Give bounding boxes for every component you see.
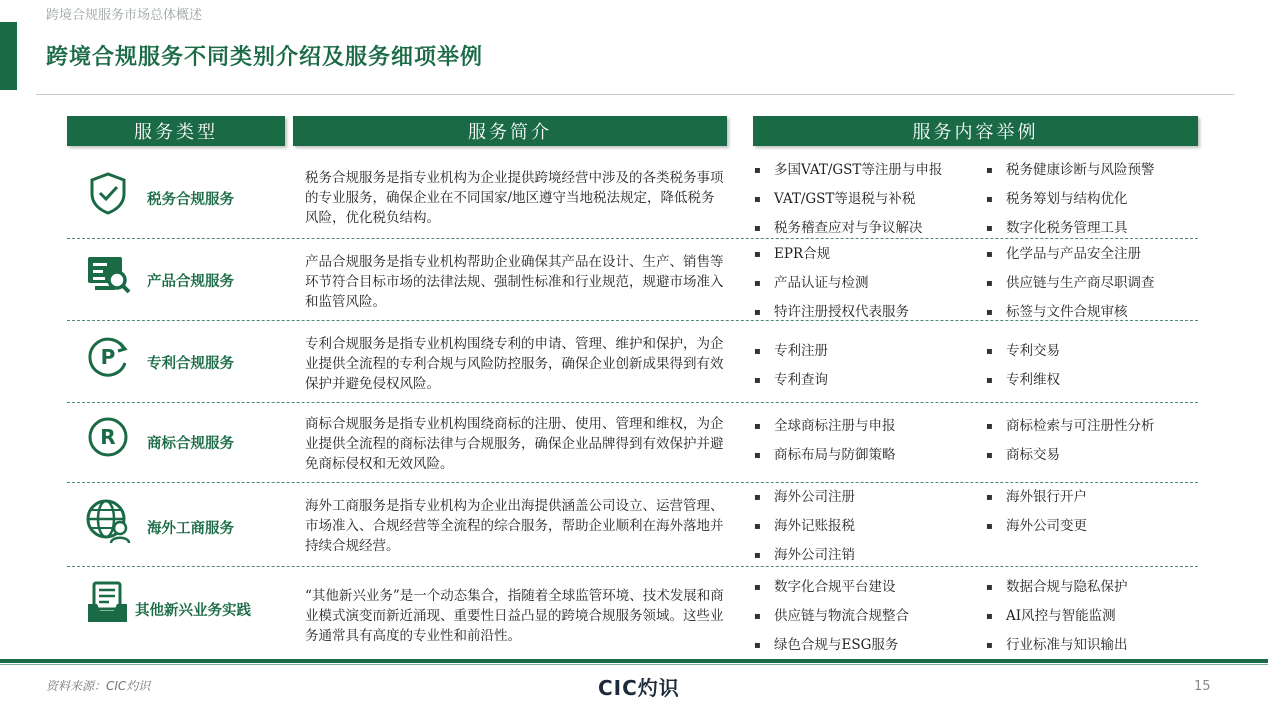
list-item: ▪ 全球商标注册与申报 — [754, 412, 896, 441]
list-item: ▪ 化学品与产品安全注册 — [986, 240, 1155, 269]
page-number: 15 — [1194, 679, 1211, 694]
service-description: 海外工商服务是指专业机构为企业出海提供涵盖公司设立、运营管理、市场准入、合规经营等全流程的综合服务，帮助企业顺利在海外落地并持续合规经营。 — [305, 498, 724, 554]
footer-divider — [0, 659, 1268, 663]
list-item: ▪ 海外记账报税 — [754, 512, 855, 541]
service-items-left — [754, 337, 828, 395]
list-item: ▪ VAT/GST等退税与补税 — [754, 185, 942, 214]
service-name: 产品合规服务 — [147, 273, 234, 290]
service-description: 产品合规服务是指专业机构帮助企业确保其产品在设计、生产、销售等环节符合目标市场的法律法规、强制性标准和行业规范，规避市场准入和监管风险。 — [305, 254, 724, 310]
list-item: ▪ 商标布局与防御策略 — [754, 441, 896, 470]
source-note: 资料来源：CIC灼识 — [46, 679, 151, 693]
list-item: ▪ 税务稽查应对与争议解决 — [754, 214, 942, 243]
svg-text:P: P — [100, 345, 116, 369]
list-item: ▪ 商标检索与可注册性分析 — [986, 412, 1155, 441]
header-service-intro: 服务简介 — [293, 116, 727, 146]
table-row-patent — [67, 324, 1198, 402]
row-divider — [67, 320, 1198, 321]
list-item: ▪ 税务健康诊断与风险预警 — [986, 156, 1155, 185]
title-divider — [36, 94, 1234, 95]
table-row-overseas — [67, 486, 1198, 566]
list-item: ▪ 海外银行开户 — [986, 483, 1087, 512]
row-divider — [67, 402, 1198, 403]
list-item: ▪ 多国VAT/GST等注册与申报 — [754, 156, 942, 185]
document-tray-icon — [85, 580, 131, 626]
service-description: 专利合规服务是指专业机构围绕专利的申请、管理、维护和保护，为企业提供全流程的专利合规与风险防控服务，确保企业创新成果得到有效保护并避免侵权风险。 — [305, 336, 724, 392]
service-items-left — [754, 412, 896, 470]
service-items-right — [986, 483, 1087, 541]
list-item: ▪ AI风控与智能监测 — [986, 602, 1128, 631]
service-name: 海外工商服务 — [147, 520, 234, 537]
brand-logo: CIC灼识 — [598, 676, 680, 700]
list-item: ▪ 数字化税务管理工具 — [986, 214, 1155, 243]
shield-check-icon — [85, 170, 131, 216]
service-description: 商标合规服务是指专业机构围绕商标的注册、使用、管理和维权，为企业提供全流程的商标法律与合规服务，确保企业品牌得到有效保护并避免商标侵权和无效风险。 — [305, 416, 724, 472]
list-item: ▪ 专利查询 — [754, 366, 828, 395]
row-divider — [67, 566, 1198, 567]
table-row-product — [67, 242, 1198, 320]
header-service-type: 服务类型 — [67, 116, 285, 146]
svg-text:R: R — [100, 425, 116, 449]
list-item: ▪ 专利交易 — [986, 337, 1060, 366]
list-item: ▪ 专利维权 — [986, 366, 1060, 395]
service-name: 税务合规服务 — [147, 191, 234, 208]
patent-icon — [85, 334, 131, 380]
header-service-items: 服务内容举例 — [753, 116, 1198, 146]
service-items-left — [754, 483, 855, 570]
service-items-right — [986, 240, 1155, 327]
list-item: ▪ 税务筹划与结构优化 — [986, 185, 1155, 214]
service-items-right — [986, 337, 1060, 395]
service-items-right — [986, 156, 1155, 243]
list-item: ▪ 供应链与生产商尽职调查 — [986, 269, 1155, 298]
table-row-tax — [67, 160, 1198, 238]
title-accent-bar — [0, 22, 17, 90]
page-title: 跨境合规服务不同类别介绍及服务细项举例 — [46, 45, 484, 70]
service-items-right — [986, 412, 1155, 470]
footer-divider-thin — [0, 664, 1268, 665]
list-item: ▪ 产品认证与检测 — [754, 269, 909, 298]
service-description: “其他新兴业务”是一个动态集合，指随着全球监管环境、技术发展和商业模式演变而新近涌现、重要性日益凸显的跨境合规服务领域。这些业务通常具有高度的专业性和前沿性。 — [305, 588, 724, 644]
list-item: ▪ 供应链与物流合规整合 — [754, 602, 909, 631]
list-item: ▪ 数字化合规平台建设 — [754, 573, 909, 602]
list-item: ▪ 特许注册授权代表服务 — [754, 298, 909, 327]
globe-person-icon — [85, 498, 131, 544]
registered-trademark-icon — [85, 414, 131, 460]
list-item: ▪ 商标交易 — [986, 441, 1155, 470]
list-item: ▪ EPR合规 — [754, 240, 909, 269]
list-item: ▪ 数据合规与隐私保护 — [986, 573, 1128, 602]
row-divider — [67, 238, 1198, 239]
list-item: ▪ 行业标准与知识输出 — [986, 631, 1128, 660]
list-item: ▪ 专利注册 — [754, 337, 828, 366]
service-name: 商标合规服务 — [147, 435, 234, 452]
table-row-trademark — [67, 406, 1198, 482]
service-items-left — [754, 156, 942, 243]
product-inspect-icon — [85, 252, 131, 298]
service-description: 税务合规服务是指专业机构为企业提供跨境经营中涉及的各类税务事项的专业服务，确保企业在不同国家/地区遵守当地税法规定，降低税务风险，优化税负结构。 — [305, 170, 724, 226]
service-items-left — [754, 240, 909, 327]
breadcrumb: 跨境合规服务市场总体概述 — [46, 8, 203, 23]
list-item: ▪ 海外公司变更 — [986, 512, 1087, 541]
service-name: 专利合规服务 — [147, 355, 234, 372]
list-item: ▪ 标签与文件合规审核 — [986, 298, 1155, 327]
service-items-right — [986, 573, 1128, 660]
service-items-left — [754, 573, 909, 660]
table-row-emerging — [67, 570, 1198, 656]
service-name: 其他新兴业务实践 — [135, 602, 251, 619]
list-item: ▪ 绿色合规与ESG服务 — [754, 631, 909, 660]
list-item: ▪ 海外公司注销 — [754, 541, 855, 570]
list-item: ▪ 海外公司注册 — [754, 483, 855, 512]
